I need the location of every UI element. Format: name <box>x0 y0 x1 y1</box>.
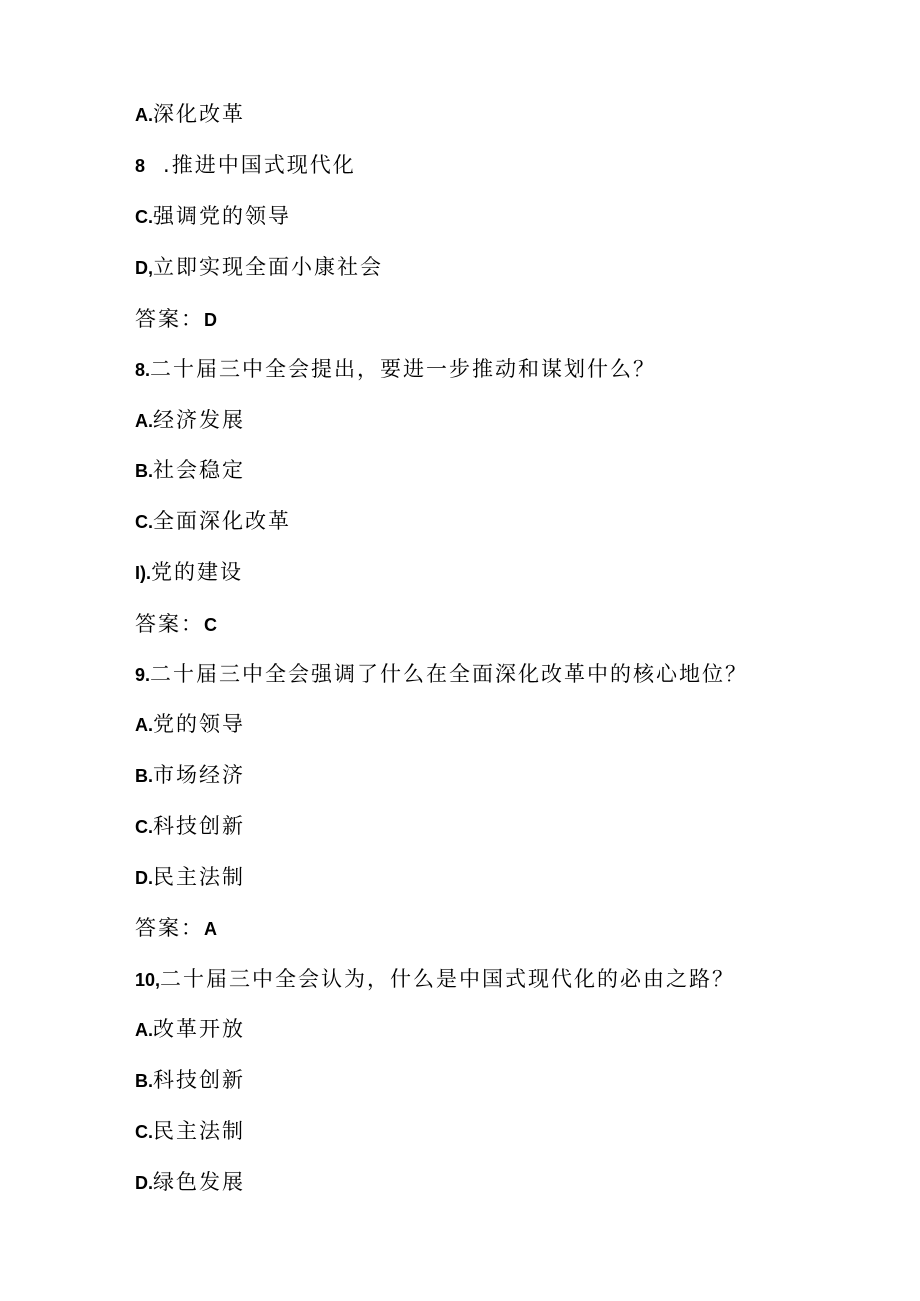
answer-label: 答案： <box>135 612 204 636</box>
option-line <box>135 557 243 587</box>
option-text: 科技创新 <box>153 1068 245 1092</box>
option-line <box>135 760 245 790</box>
option-line <box>135 1116 245 1146</box>
option-line <box>135 709 245 739</box>
option-text: .推进中国式现代化 <box>163 153 356 177</box>
option-text: 深化改革 <box>153 102 245 126</box>
option-line <box>135 252 383 282</box>
option-line <box>135 862 245 892</box>
option-text: 党的建设 <box>151 560 243 584</box>
answer-label: 答案： <box>135 307 204 331</box>
question-line <box>135 964 735 994</box>
option-text: 经济发展 <box>153 408 245 432</box>
option-prefix: B. <box>135 461 153 481</box>
question-text: 二十届三中全会提出，要进一步推动和谋划什么？ <box>150 357 657 381</box>
option-prefix: B. <box>135 766 153 786</box>
option-prefix: C. <box>135 817 153 837</box>
option-text: 党的领导 <box>153 712 245 736</box>
option-text: 改革开放 <box>153 1017 245 1041</box>
question-line <box>135 659 748 689</box>
answer-line <box>135 304 217 334</box>
option-line <box>135 1167 245 1197</box>
option-text: 民主法制 <box>153 1119 245 1143</box>
question-text: 二十届三中全会强调了什么在全面深化改革中的核心地位？ <box>150 662 749 686</box>
option-text: 立即实现全面小康社会 <box>153 255 383 279</box>
question-number: 10, <box>135 970 161 990</box>
option-line <box>135 150 356 180</box>
option-prefix: I). <box>135 563 151 583</box>
option-prefix: B. <box>135 1071 153 1091</box>
option-prefix: A. <box>135 411 153 431</box>
answer-value: C <box>204 615 217 635</box>
option-text: 绿色发展 <box>153 1170 245 1194</box>
option-text: 社会稳定 <box>153 458 245 482</box>
option-line <box>135 506 291 536</box>
option-prefix: C. <box>135 1122 153 1142</box>
option-text: 民主法制 <box>153 865 245 889</box>
question-number: 9. <box>135 665 151 685</box>
option-prefix: D. <box>135 1173 153 1193</box>
option-line <box>135 811 245 841</box>
option-line <box>135 99 245 129</box>
option-prefix: A. <box>135 715 153 735</box>
question-number: 8. <box>135 360 151 380</box>
option-line <box>135 1065 245 1095</box>
option-prefix: C. <box>135 207 153 227</box>
option-line <box>135 455 245 485</box>
option-prefix: D, <box>135 258 153 278</box>
option-prefix: C. <box>135 512 153 532</box>
answer-value: D <box>204 310 217 330</box>
option-prefix: D. <box>135 868 153 888</box>
answer-label: 答案： <box>135 916 204 940</box>
question-text: 二十届三中全会认为，什么是中国式现代化的必由之路？ <box>160 967 736 991</box>
option-text: 强调党的领导 <box>153 204 291 228</box>
answer-value: A <box>204 919 217 939</box>
option-prefix: A. <box>135 1020 153 1040</box>
option-line <box>135 201 291 231</box>
option-line <box>135 1014 245 1044</box>
option-prefix: A. <box>135 105 153 125</box>
answer-line <box>135 913 217 943</box>
option-prefix: 8 <box>135 156 146 176</box>
option-text: 全面深化改革 <box>153 509 291 533</box>
option-text: 市场经济 <box>153 763 245 787</box>
option-text: 科技创新 <box>153 814 245 838</box>
option-line <box>135 405 245 435</box>
question-line <box>135 354 656 384</box>
answer-line <box>135 609 217 639</box>
